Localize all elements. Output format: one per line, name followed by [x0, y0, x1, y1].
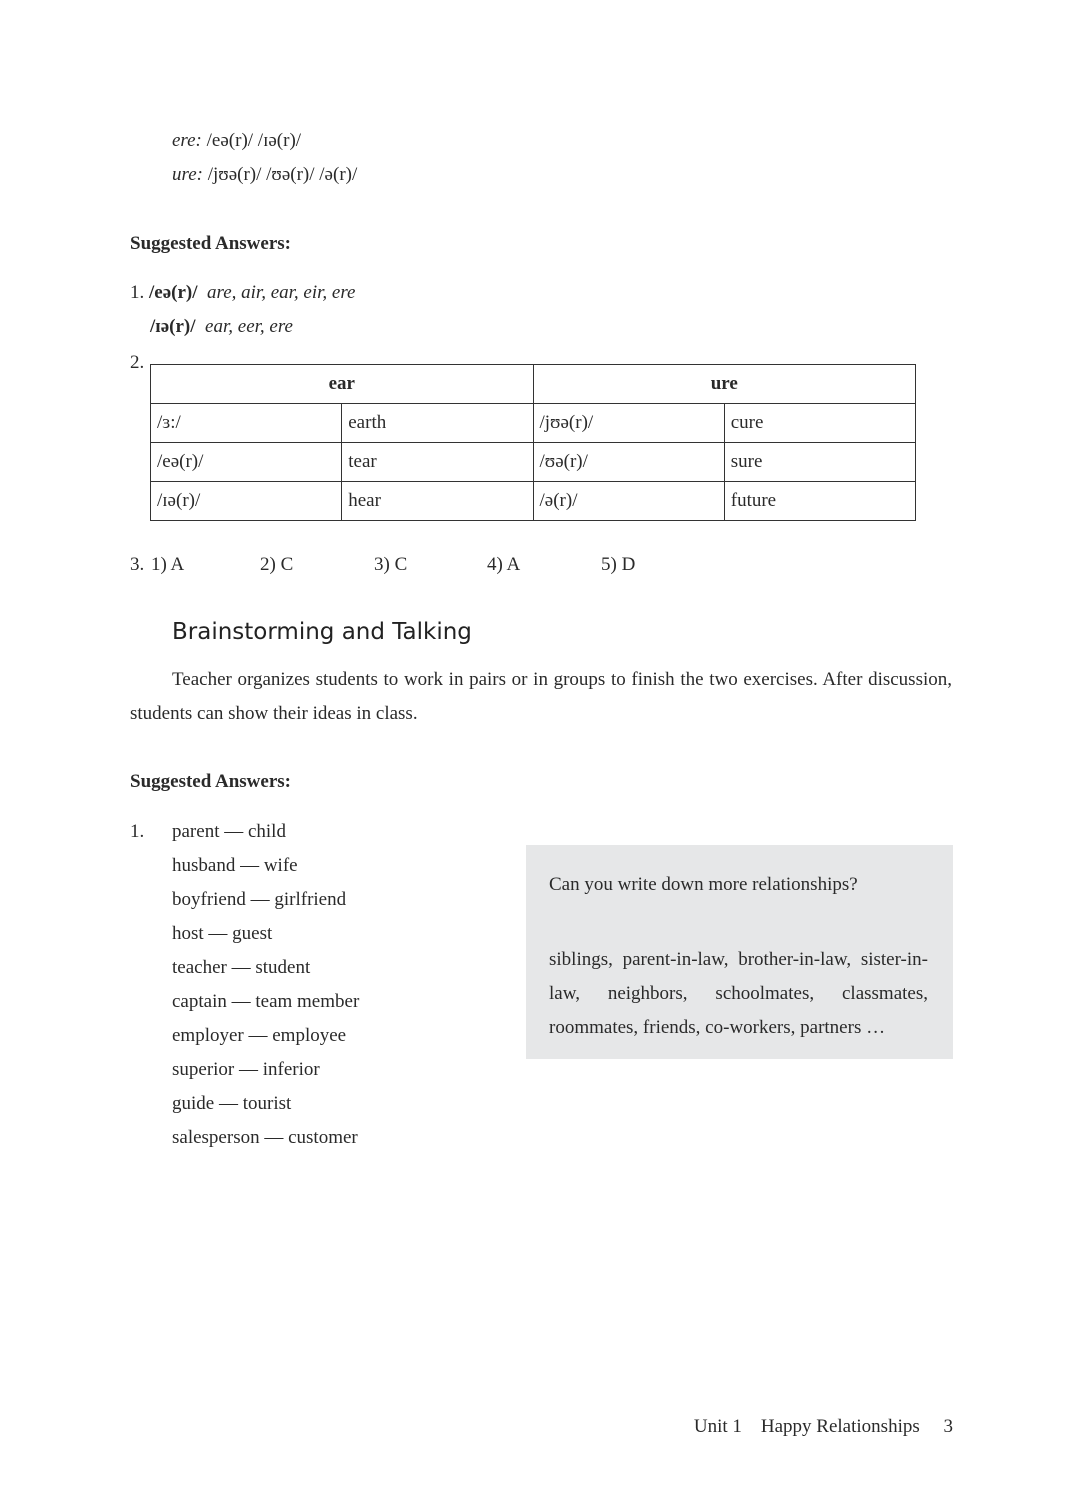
table-cell: /ʊə(r)/ [533, 443, 724, 482]
list-item: teacher — student [172, 957, 311, 978]
table-cell: sure [724, 443, 915, 482]
phonetic-line-ere [172, 124, 301, 158]
phonetic-sounds: /eə(r)/ /ɪə(r)/ [206, 130, 302, 151]
footer-title: Happy Relationships [760, 1416, 920, 1437]
table-cell: /ɪə(r)/ [151, 482, 342, 521]
list-item: superior — inferior [172, 1059, 320, 1080]
answer-1-line-1 [130, 276, 355, 310]
spelling-list: are, air, ear, eir, ere [207, 282, 356, 303]
relationship-list [172, 815, 359, 1155]
list-item: employer — employee [172, 1025, 347, 1046]
table-cell: tear [342, 443, 533, 482]
spelling-label: ere: [172, 130, 202, 151]
table-row [151, 443, 916, 482]
table-row [151, 482, 916, 521]
answer-item: 2) C [260, 554, 294, 575]
list-item: salesperson — customer [172, 1127, 358, 1148]
question-number: 1. [130, 821, 145, 842]
box-answer: siblings, parent-in-law, brother-in-law, sister-in-law, neighbors, schoolmates, classmates, roommates, friends, co-workers, partners … [549, 949, 928, 1038]
phonetic-symbol: /eə(r)/ [149, 282, 198, 303]
answer-item: 1) A [151, 554, 185, 575]
table-header-row [151, 365, 916, 404]
list-item: husband — wife [172, 855, 298, 876]
table-cell: hear [342, 482, 533, 521]
page-footer [694, 1410, 953, 1444]
list-item: boyfriend — girlfriend [172, 889, 347, 910]
answer-item: 3) C [374, 554, 408, 575]
question-number: 1. [130, 282, 145, 303]
table-cell: /ɜ:/ [151, 404, 342, 443]
phonetic-line-ure [172, 158, 357, 192]
list-item: guide — tourist [172, 1093, 292, 1114]
section-title: Brainstorming and Talking [172, 619, 472, 645]
phonetic-symbol: /ɪə(r)/ [150, 316, 196, 337]
question-number: 2. [130, 352, 145, 373]
question-number: 3. [130, 554, 145, 575]
suggested-answers-heading: Suggested Answers: [130, 771, 291, 792]
answer-item: 4) A [487, 554, 521, 575]
more-relationships-box [526, 845, 953, 1059]
table-cell: /ə(r)/ [533, 482, 724, 521]
table-cell: /eə(r)/ [151, 443, 342, 482]
spelling-label: ure: [172, 164, 203, 185]
spelling-list: ear, eer, ere [205, 316, 293, 337]
answer-3-row [130, 548, 730, 582]
intro-paragraph: Teacher organizes students to work in pairs or in groups to finish the two exercises. After discussion, students can show their ideas in class. [130, 669, 952, 724]
header-ear: ear [151, 365, 534, 404]
footer-unit: Unit 1 [693, 1416, 742, 1437]
list-item: captain — team member [172, 991, 360, 1012]
header-ure: ure [533, 365, 916, 404]
list-item: parent — child [172, 821, 286, 842]
phonetic-sounds: /jʊə(r)/ /ʊə(r)/ /ə(r)/ [207, 164, 358, 185]
page-number: 3 [943, 1416, 953, 1437]
table-row [151, 404, 916, 443]
answer-1-line-2 [150, 310, 293, 344]
list-item: host — guest [172, 923, 273, 944]
box-question: Can you write down more relationships? [549, 874, 858, 895]
answer-item: 5) D [601, 554, 636, 575]
table-cell: future [724, 482, 915, 521]
table-cell: earth [342, 404, 533, 443]
phonetics-table [150, 364, 916, 521]
table-cell: /jʊə(r)/ [533, 404, 724, 443]
table-cell: cure [724, 404, 915, 443]
suggested-answers-heading: Suggested Answers: [130, 233, 291, 254]
